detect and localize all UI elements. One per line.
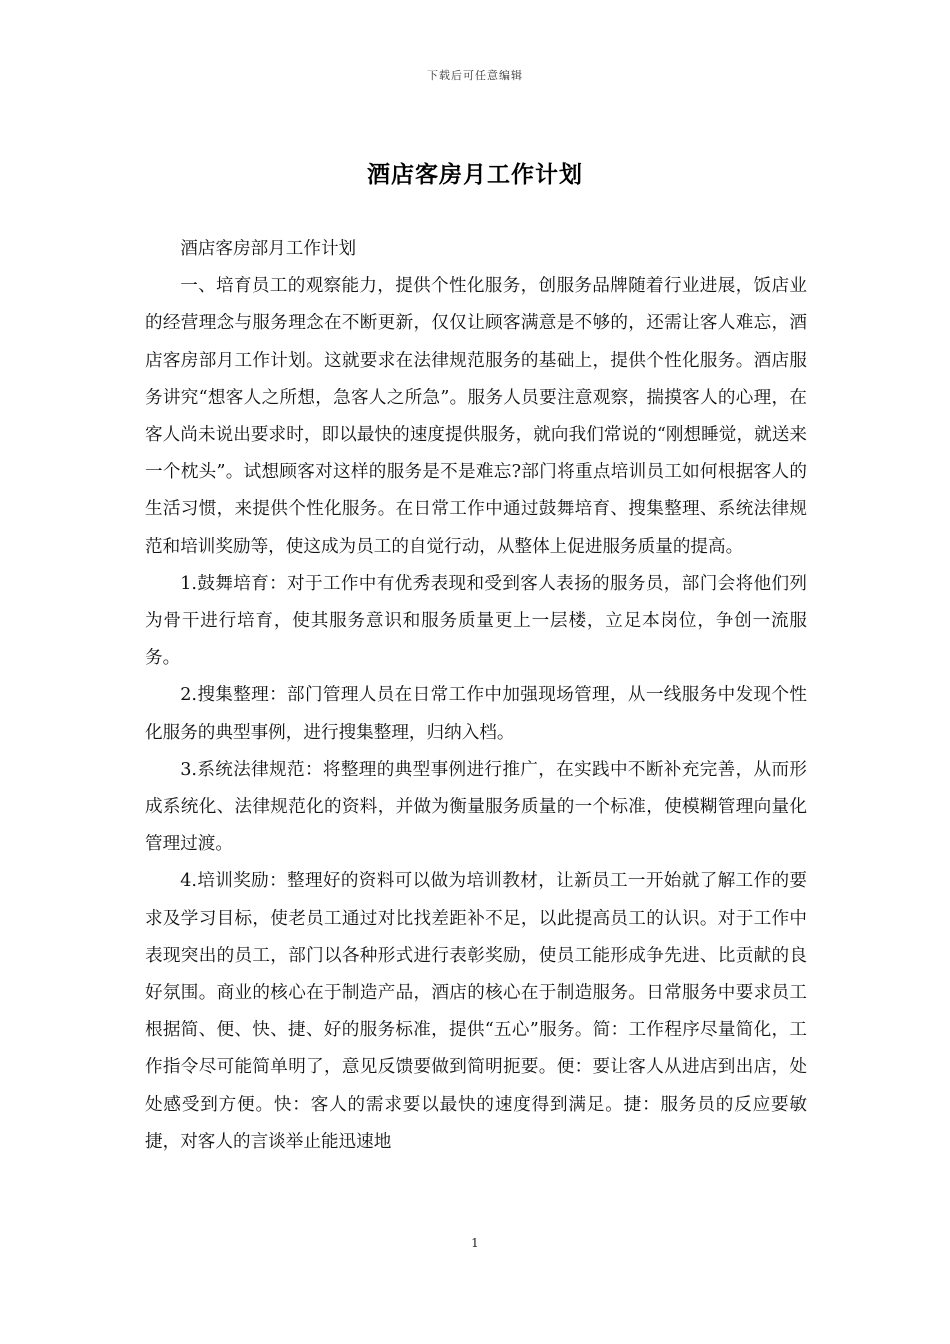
paragraph-section-one: 一、培育员工的观察能力，提供个性化服务，创服务品牌随着行业进展，饭店业的经营理念与服务理念在不断更新，仅仅让顾客满意是不够的，还需让客人难忘，酒店客房部月工作计划。这就要求在法律规范服务的基础上，提供个性化服务。酒店服务讲究“想客人之所想，急客人之所急”。服务人员要注意观察，揣摸客人的心理，在客人尚未说出要求时，即以最快的速度提供服务，就向我们常说的“刚想睡觉，就送来一个枕头”。试想顾客对这样的服务是不是难忘?部门将重点培训员工如何根据客人的生活习惯，来提供个性化服务。在日常工作中通过鼓舞培育、搜集整理、系统法律规范和培训奖励等，使这成为员工的自觉行动，从整体上促进服务质量的提高。 [145,276,807,557]
document-title: 酒店客房月工作计划 [367,161,583,188]
paragraph-item-3: 3.系统法律规范：将整理的典型事例进行推广，在实践中不断补充完善，从而形成系统化、法律规范化的资料，并做为衡量服务质量的一个标准，使模糊管理向量化管理过渡。 [145,759,807,855]
paragraph-item-1: 1.鼓舞培育：对于工作中有优秀表现和受到客人表扬的服务员，部门会将他们列为骨干进行培育，使其服务意识和服务质量更上一层楼，立足本岗位，争创一流服务。 [145,573,807,669]
paragraph-item-2: 2.搜集整理：部门管理人员在日常工作中加强现场管理，从一线服务中发现个性化服务的典型事例，进行搜集整理，归纳入档。 [145,685,807,743]
paragraph-item-4: 4.培训奖励：整理好的资料可以做为培训教材，让新员工一开始就了解工作的要求及学习目标，使老员工通过对比找差距补不足，以此提高员工的认识。对于工作中表现突出的员工，部门以各种形式进行表彰奖励，使员工能形成争先进、比贡献的良好氛围。商业的核心在于制造产品，酒店的核心在于制造服务。日常服务中要求员工根据简、便、快、捷、好的服务标准，提供“五心”服务。简：工作程序尽量简化，工作指令尽可能简单明了，意见反馈要做到简明扼要。便：要让客人从进店到出店，处处感受到方便。快：客人的需求要以最快的速度得到满足。捷：服务员的反应要敏捷，对客人的言谈举止能迅速地 [145,871,807,1152]
header-note: 下载后可任意编辑 [427,69,523,82]
paragraph-subtitle: 酒店客房部月工作计划 [180,239,357,259]
document-body [145,231,807,1161]
page-number: 1 [471,1236,479,1250]
